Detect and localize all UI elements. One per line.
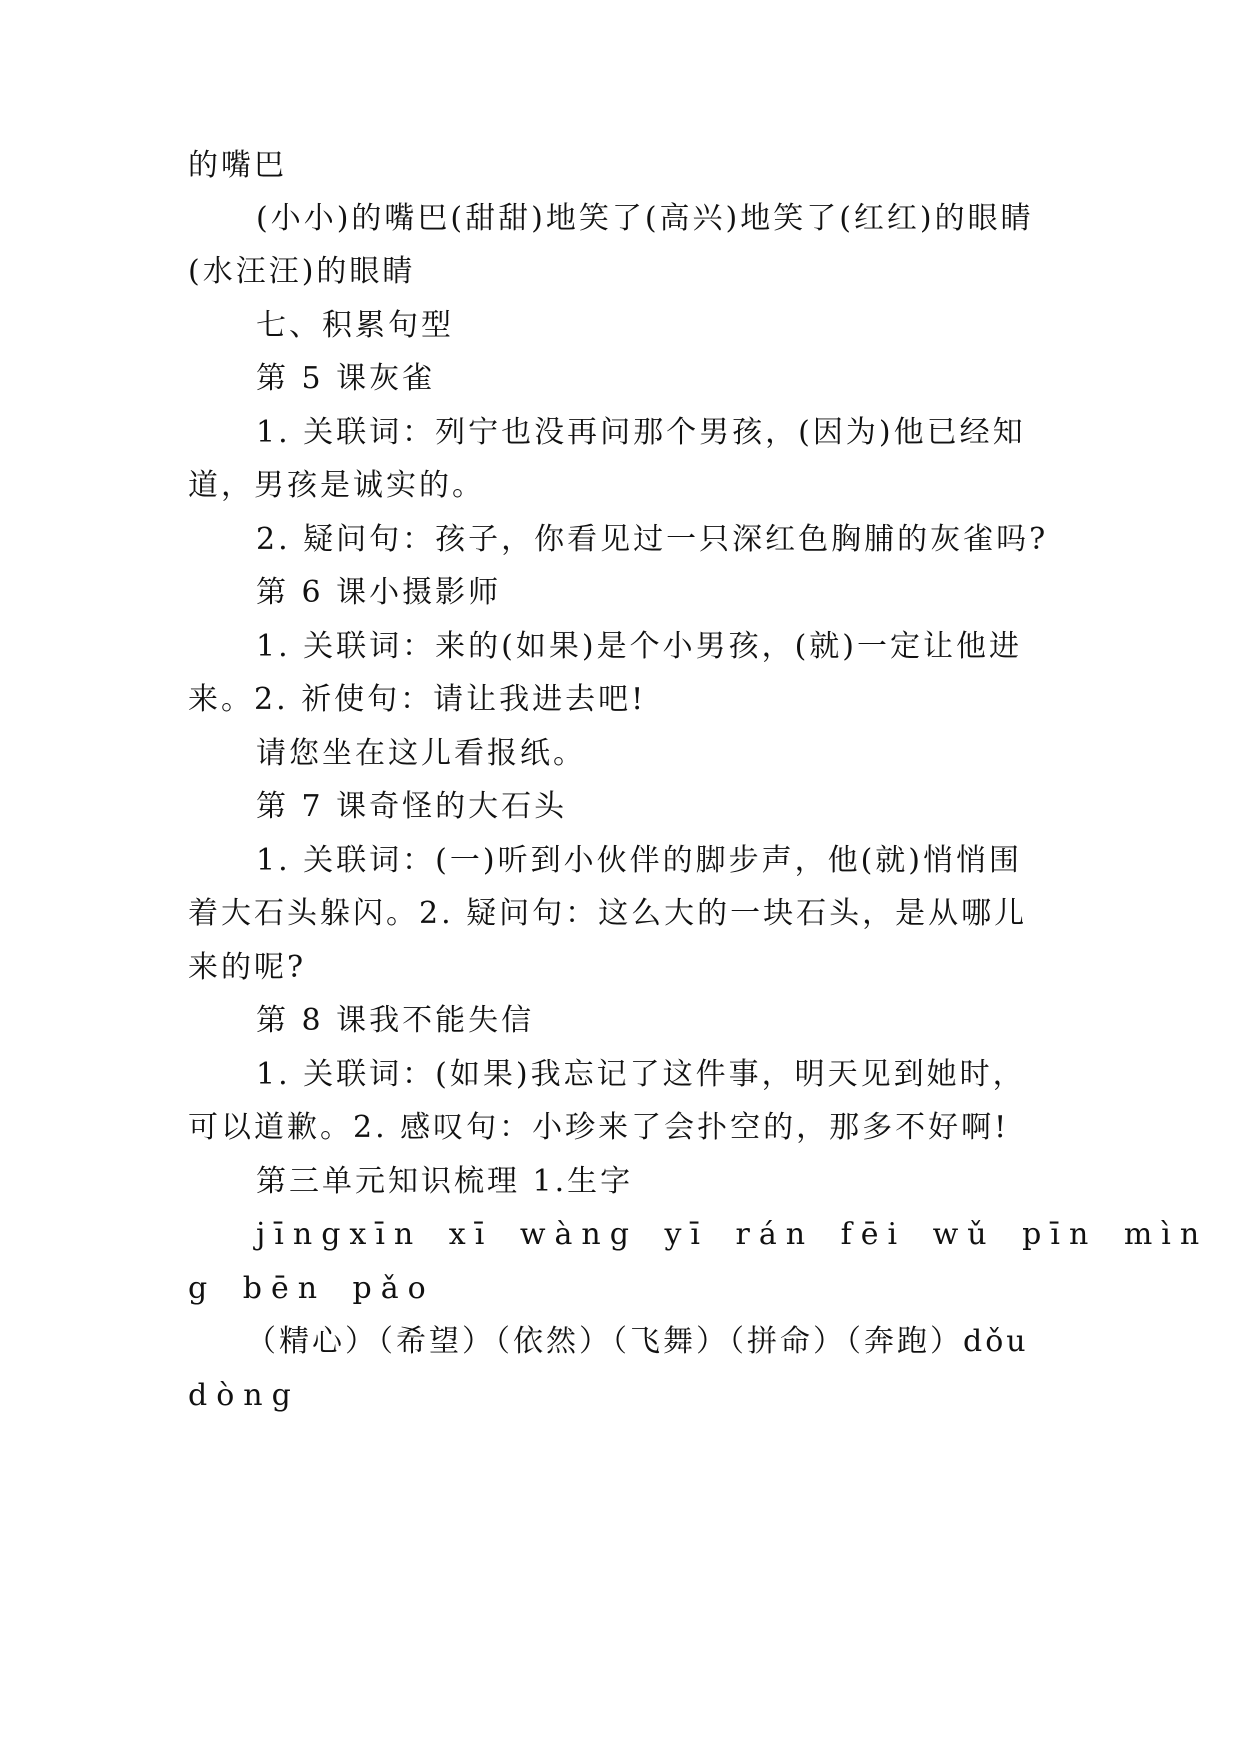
text-line: 1. 关联词：(如果)我忘记了这件事，明天见到她时， — [256, 1057, 1026, 1092]
text-line: 道，男孩是诚实的。 — [188, 468, 485, 503]
text-line: (水汪汪)的眼睛 — [188, 254, 416, 289]
pinyin-line: dòng — [188, 1378, 300, 1413]
lesson-heading: 第 6 课小摄影师 — [256, 575, 502, 610]
text-line: 可以道歉。2. 感叹句：小珍来了会扑空的，那多不好啊! — [188, 1110, 1010, 1145]
unit-heading: 第三单元知识梳理 1.生字 — [256, 1164, 634, 1199]
pinyin-line: g bēn pǎo — [188, 1271, 435, 1306]
section-heading: 七、积累句型 — [256, 308, 454, 343]
pinyin-line: jīngxīn xī wàng yī rán fēi wǔ pīn mìn — [256, 1217, 1209, 1252]
text-line: 2. 疑问句：孩子，你看见过一只深红色胸脯的灰雀吗? — [256, 522, 1049, 557]
lesson-heading: 第 5 课灰雀 — [256, 361, 436, 396]
lesson-heading: 第 8 课我不能失信 — [256, 1003, 535, 1038]
text-line: 来。2. 祈使句：请让我进去吧! — [188, 682, 647, 717]
text-line: 的嘴巴 — [188, 148, 287, 183]
text-line: 1. 关联词：来的(如果)是个小男孩，(就)一定让他进 — [256, 629, 1022, 664]
text-line: 1. 关联词：列宁也没再问那个男孩，(因为)他已经知 — [256, 415, 1026, 450]
text-line: 请您坐在这儿看报纸。 — [256, 736, 586, 771]
text-line: 来的呢? — [188, 950, 307, 985]
vocabulary-line: （精心）（希望）（依然）（飞舞）（拼命）（奔跑）dǒu — [246, 1324, 1029, 1359]
text-line: 1. 关联词：(一)听到小伙伴的脚步声，他(就)悄悄围 — [256, 843, 1022, 878]
text-line: 着大石头躲闪。2. 疑问句：这么大的一块石头，是从哪儿 — [188, 896, 1028, 931]
lesson-heading: 第 7 课奇怪的大石头 — [256, 789, 568, 824]
text-line: (小小)的嘴巴(甜甜)地笑了(高兴)地笑了(红红)的眼睛 — [256, 201, 1034, 236]
